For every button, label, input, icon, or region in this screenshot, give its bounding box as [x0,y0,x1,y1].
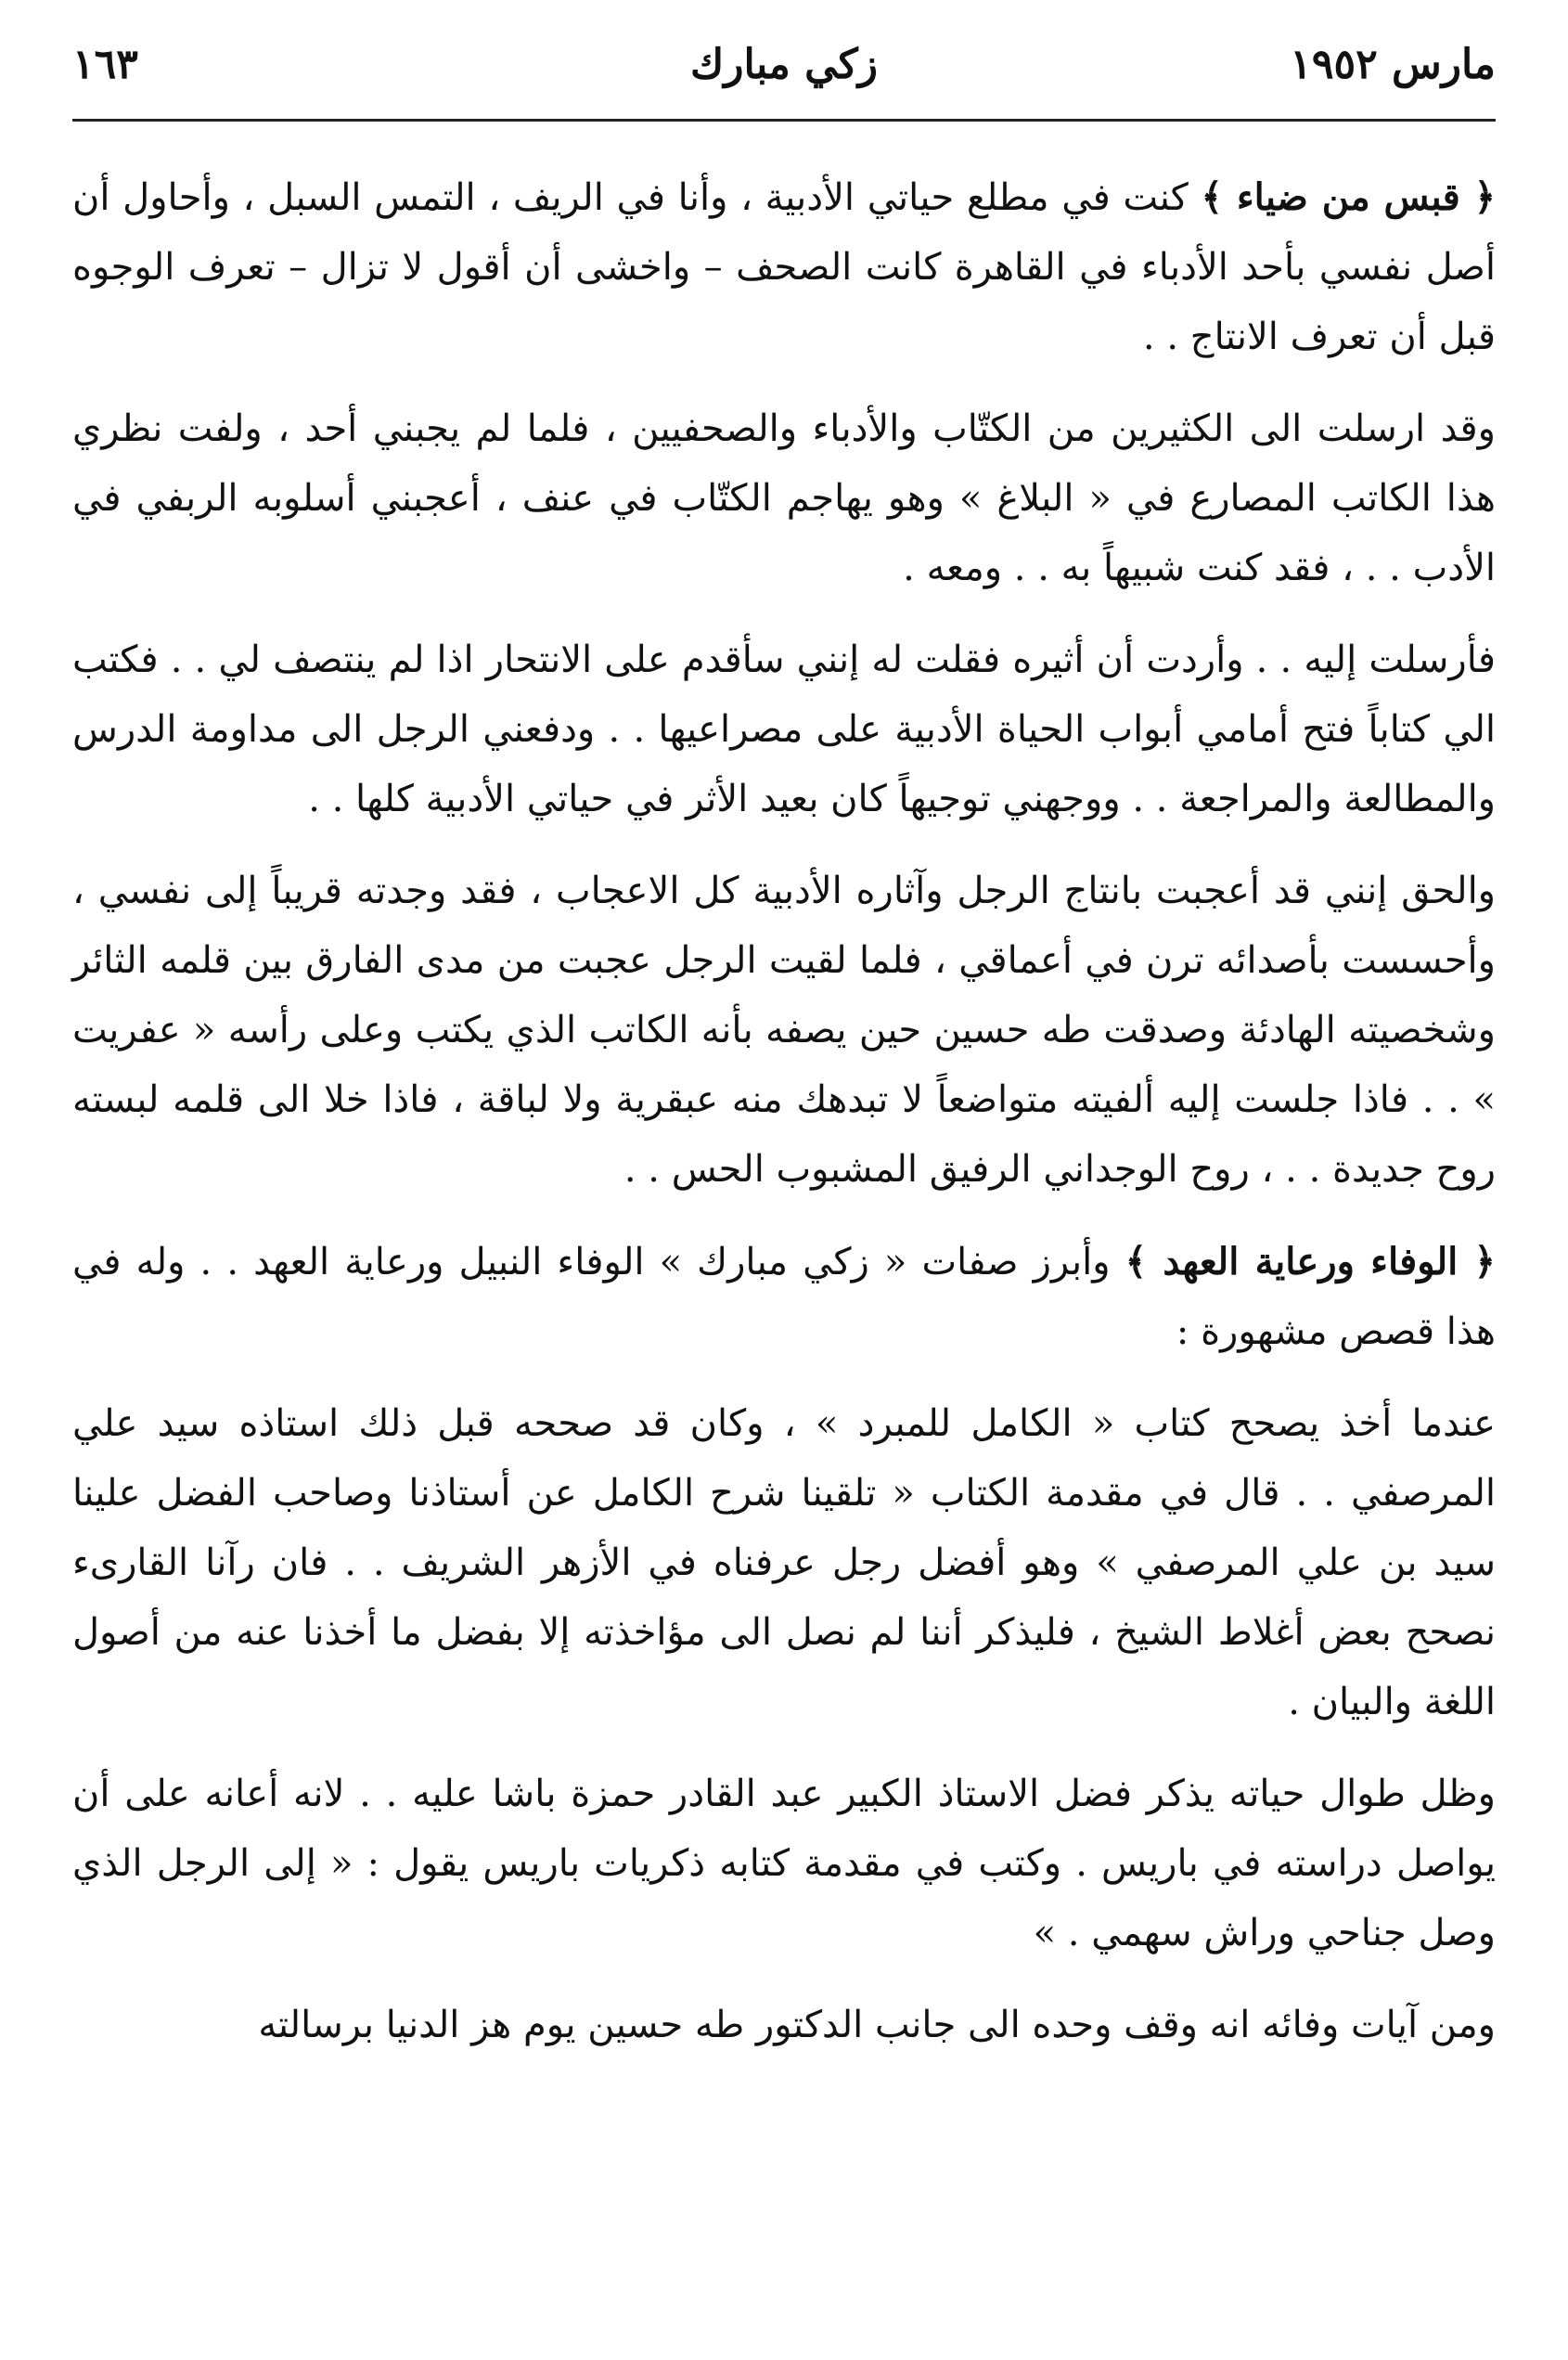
paragraph-text: والحق إنني قد أعجبت بانتاج الرجل وآثاره الأدبية كل الاعجاب ، فقد وجدته قريباً إلى نفسي ، وأحسست بأصدائه ترن في أعماقي ، فلما لقيت الرجل عجبت من مدى الفارق بين قلمه الثائر وشخصيته الهادئة وصدقت طه حسين حين يصفه بأنه الكاتب الذي يكتب وعلى رأسه « عفريت » . . فاذا جلست إليه ألفيته متواضعاً لا تبدهك منه عبقرية ولا لباقة ، فاذا خلا الى قلمه لبسته روح جديدة . . ، روح الوجداني الرفيق المشبوب الحس . . [72,870,1497,1191]
header-date: مارس ١٩٥٢ [1290,41,1496,88]
paragraph-text: عندما أخذ يصحح كتاب « الكامل للمبرد » ، وكان قد صححه قبل ذلك استاذه سيد علي المرصفي . . قال في مقدمة الكتاب « تلقينا شرح الكامل عن أستاذنا وصاحب الفضل علينا سيد بن علي المرصفي » وهو أفضل رجل عرفناه في الأزهر الشريف . . فان رآنا القارىء نصحح بعض أغلاط الشيخ ، فليذكر أننا لم نصل الى مؤاخذته إلا بفضل ما أخذنا عنه من أصول اللغة والبيان . [72,1402,1496,1723]
paragraph-2 [72,394,1496,603]
page-header [72,37,1496,93]
paragraph-text: كنت في مطلع حياتي الأدبية ، وأنا في الريف ، التمس السبل ، وأحاول أن أصل نفسي بأحد الأدباء في القاهرة كانت الصحف – واخشى أن أقول لا تزال – تعرف الوجوه قبل أن تعرف الانتاج . . [72,176,1496,358]
header-title: زكي مبارك [690,41,878,88]
page-number: ١٦٣ [72,41,138,88]
paragraph-4 [72,857,1496,1205]
header-rule [72,119,1496,122]
paragraph-text: وأبرز صفات « زكي مبارك » الوفاء النبيل ورعاية العهد . . وله في هذا قصص مشهورة : [72,1241,1496,1353]
paragraph-text: فأرسلت إليه . . وأردت أن أثيره فقلت له إنني سأقدم على الانتحار اذا لم ينتصف لي . . فكتب الي كتاباً فتح أمامي أبواب الحياة الأدبية على مصراعيها . . ودفعني الرجل الى مداومة الدرس والمطالعة والمراجعة . . ووجهني توجيهاً كان بعيد الأثر في حياتي الأدبية كلها . . [72,638,1496,820]
paragraph-8 [72,1991,1496,2060]
paragraph-5 [72,1227,1496,1367]
section-heading-qabas: ﴿ قبس من ضياء ﴾ [1201,175,1497,219]
article-body [72,162,1496,2060]
paragraph-text: ومن آيات وفائه انه وقف وحده الى جانب الدكتور طه حسين يوم هز الدنيا برسالته [258,2004,1496,2046]
paragraph-text: وقد ارسلت الى الكثيرين من الكتّاب والأدباء والصحفيين ، فلما لم يجبني أحد ، ولفت نظري هذا الكاتب المصارع في « البلاغ » وهو يهاجم الكتّاب في عنف ، أعجبني أسلوبه الربفي في الأدب . . ، فقد كنت شبيهاً به . . ومعه . [72,407,1496,589]
paragraph-7 [72,1760,1496,1968]
paragraph-1 [72,162,1496,372]
paragraph-text: وظل طوال حياته يذكر فضل الاستاذ الكبير عبد القادر حمزة باشا عليه . . لانه أعانه على أن يواصل دراسته في باريس . وكتب في مقدمة كتابه ذكريات باريس يقول : « إلى الرجل الذي وصل جناحي وراش سهمي . » [72,1773,1496,1954]
paragraph-3 [72,625,1496,834]
paragraph-6 [72,1389,1496,1737]
section-heading-wafa: ﴿ الوفاء ورعاية العهد ﴾ [1125,1240,1496,1283]
